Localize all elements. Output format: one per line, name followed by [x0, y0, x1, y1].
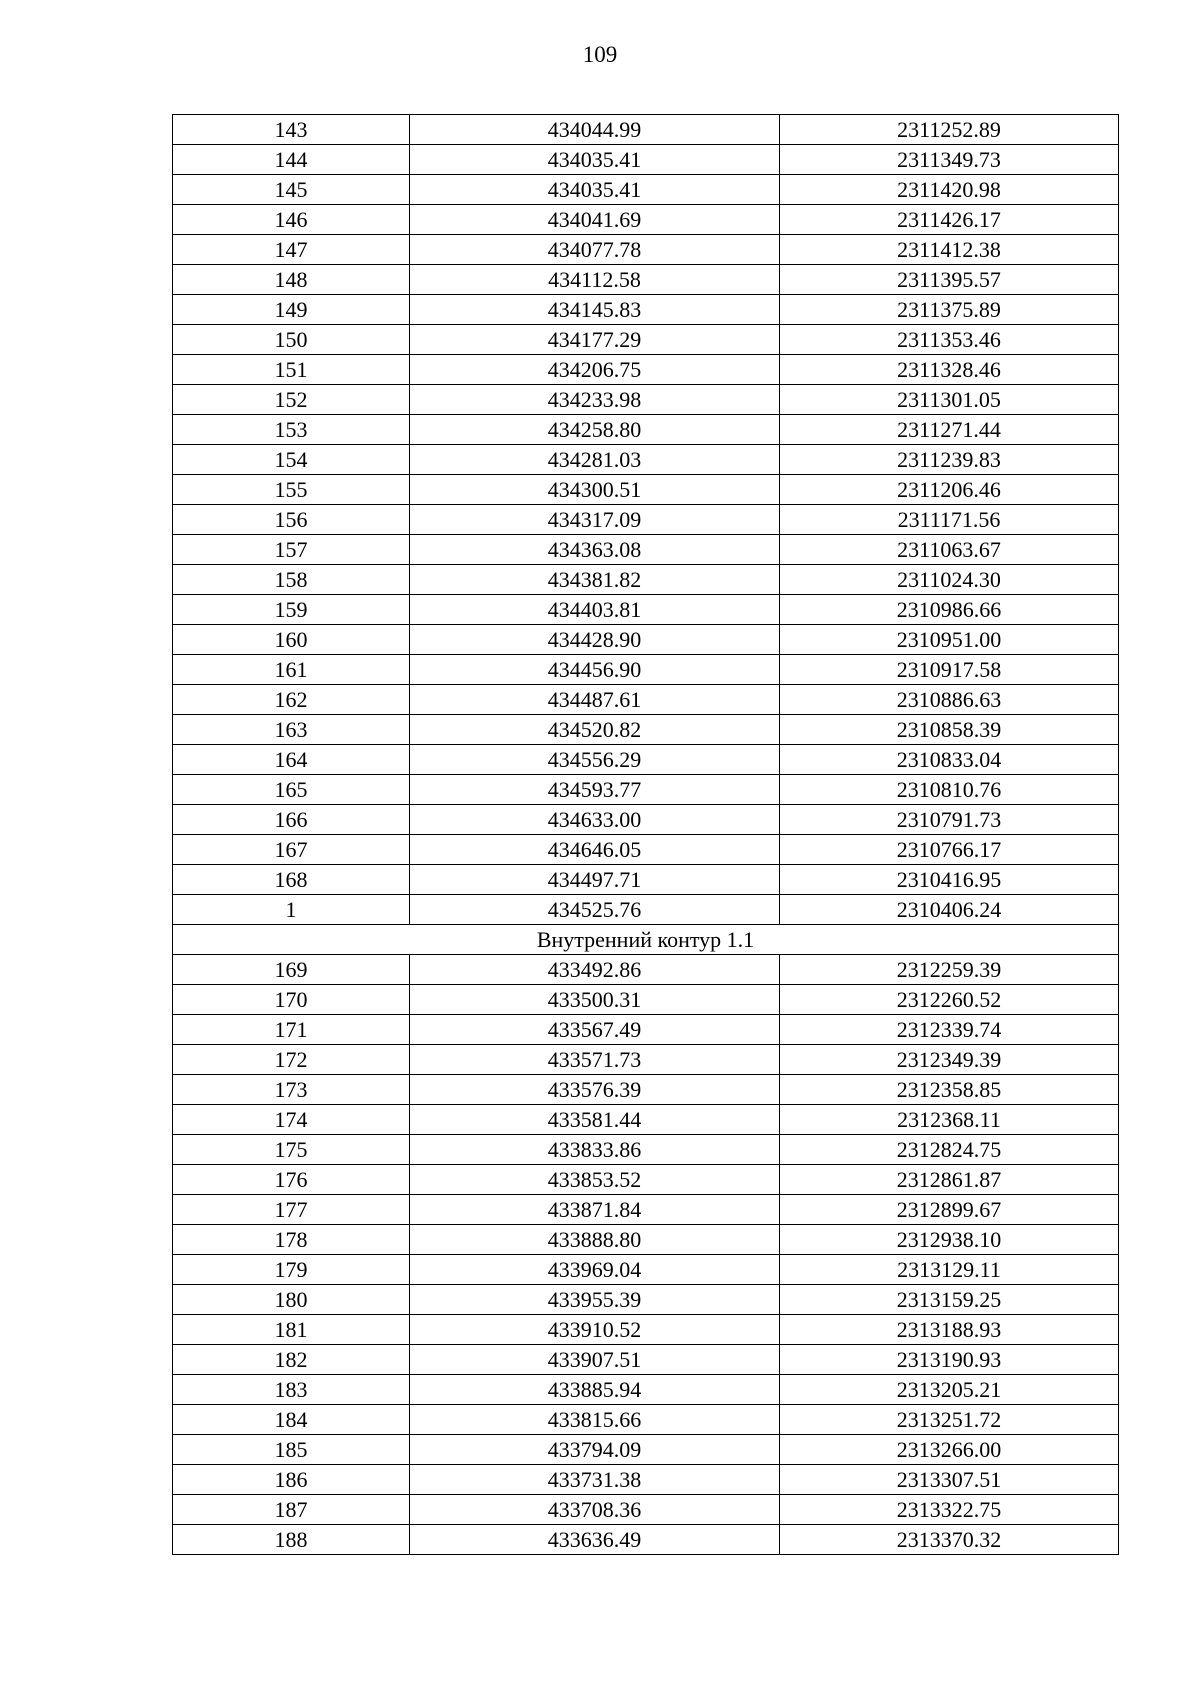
x-coordinate-cell: 433492.86 — [410, 955, 780, 985]
table-row — [173, 175, 1119, 205]
point-number-cell: 152 — [173, 385, 410, 415]
table-row — [173, 205, 1119, 235]
x-coordinate-cell: 433708.36 — [410, 1495, 780, 1525]
table-row — [173, 1255, 1119, 1285]
x-coordinate-cell: 434044.99 — [410, 115, 780, 145]
point-number-cell: 170 — [173, 985, 410, 1015]
x-coordinate-cell: 434633.00 — [410, 805, 780, 835]
y-coordinate-cell: 2310810.76 — [780, 775, 1119, 805]
point-number-cell: 155 — [173, 475, 410, 505]
x-coordinate-cell: 433885.94 — [410, 1375, 780, 1405]
x-coordinate-cell: 434035.41 — [410, 175, 780, 205]
y-coordinate-cell: 2311252.89 — [780, 115, 1119, 145]
point-number-cell: 164 — [173, 745, 410, 775]
table-row — [173, 1465, 1119, 1495]
y-coordinate-cell: 2313322.75 — [780, 1495, 1119, 1525]
x-coordinate-cell: 434381.82 — [410, 565, 780, 595]
y-coordinate-cell: 2313266.00 — [780, 1435, 1119, 1465]
table-row — [173, 235, 1119, 265]
y-coordinate-cell: 2312358.85 — [780, 1075, 1119, 1105]
table-row — [173, 1135, 1119, 1165]
y-coordinate-cell: 2311239.83 — [780, 445, 1119, 475]
y-coordinate-cell: 2312260.52 — [780, 985, 1119, 1015]
x-coordinate-cell: 434317.09 — [410, 505, 780, 535]
table-row — [173, 1315, 1119, 1345]
point-number-cell: 172 — [173, 1045, 410, 1075]
y-coordinate-cell: 2311412.38 — [780, 235, 1119, 265]
table-row — [173, 295, 1119, 325]
x-coordinate-cell: 434363.08 — [410, 535, 780, 565]
point-number-cell: 151 — [173, 355, 410, 385]
table-row — [173, 895, 1119, 925]
table-row — [173, 1105, 1119, 1135]
x-coordinate-cell: 433853.52 — [410, 1165, 780, 1195]
x-coordinate-cell: 434041.69 — [410, 205, 780, 235]
x-coordinate-cell: 434520.82 — [410, 715, 780, 745]
table-row — [173, 535, 1119, 565]
table-row — [173, 415, 1119, 445]
coordinates-table-body — [173, 115, 1119, 1555]
x-coordinate-cell: 434428.90 — [410, 625, 780, 655]
x-coordinate-cell: 433833.86 — [410, 1135, 780, 1165]
point-number-cell: 173 — [173, 1075, 410, 1105]
x-coordinate-cell: 434233.98 — [410, 385, 780, 415]
table-row — [173, 1345, 1119, 1375]
point-number-cell: 184 — [173, 1405, 410, 1435]
point-number-cell: 157 — [173, 535, 410, 565]
y-coordinate-cell: 2311301.05 — [780, 385, 1119, 415]
y-coordinate-cell: 2310766.17 — [780, 835, 1119, 865]
y-coordinate-cell: 2311420.98 — [780, 175, 1119, 205]
table-row — [173, 445, 1119, 475]
section-title: Внутренний контур 1.1 — [173, 925, 1119, 955]
point-number-cell: 146 — [173, 205, 410, 235]
point-number-cell: 161 — [173, 655, 410, 685]
table-row — [173, 655, 1119, 685]
x-coordinate-cell: 433581.44 — [410, 1105, 780, 1135]
y-coordinate-cell: 2311426.17 — [780, 205, 1119, 235]
y-coordinate-cell: 2313159.25 — [780, 1285, 1119, 1315]
x-coordinate-cell: 434300.51 — [410, 475, 780, 505]
y-coordinate-cell: 2311171.56 — [780, 505, 1119, 535]
point-number-cell: 153 — [173, 415, 410, 445]
y-coordinate-cell: 2312899.67 — [780, 1195, 1119, 1225]
table-row — [173, 475, 1119, 505]
point-number-cell: 178 — [173, 1225, 410, 1255]
point-number-cell: 163 — [173, 715, 410, 745]
x-coordinate-cell: 434556.29 — [410, 745, 780, 775]
point-number-cell: 144 — [173, 145, 410, 175]
table-row — [173, 325, 1119, 355]
x-coordinate-cell: 434487.61 — [410, 685, 780, 715]
y-coordinate-cell: 2310406.24 — [780, 895, 1119, 925]
table-row — [173, 955, 1119, 985]
x-coordinate-cell: 434281.03 — [410, 445, 780, 475]
y-coordinate-cell: 2312824.75 — [780, 1135, 1119, 1165]
x-coordinate-cell: 434206.75 — [410, 355, 780, 385]
x-coordinate-cell: 434525.76 — [410, 895, 780, 925]
x-coordinate-cell: 433969.04 — [410, 1255, 780, 1285]
table-row — [173, 385, 1119, 415]
table-row — [173, 745, 1119, 775]
x-coordinate-cell: 434177.29 — [410, 325, 780, 355]
table-row — [173, 1165, 1119, 1195]
x-coordinate-cell: 433815.66 — [410, 1405, 780, 1435]
x-coordinate-cell: 434593.77 — [410, 775, 780, 805]
table-row — [173, 835, 1119, 865]
y-coordinate-cell: 2312259.39 — [780, 955, 1119, 985]
table-row — [173, 1225, 1119, 1255]
table-row — [173, 1015, 1119, 1045]
x-coordinate-cell: 433571.73 — [410, 1045, 780, 1075]
point-number-cell: 188 — [173, 1525, 410, 1555]
x-coordinate-cell: 434456.90 — [410, 655, 780, 685]
table-row — [173, 565, 1119, 595]
y-coordinate-cell: 2311395.57 — [780, 265, 1119, 295]
y-coordinate-cell: 2312368.11 — [780, 1105, 1119, 1135]
table-row — [173, 355, 1119, 385]
y-coordinate-cell: 2311271.44 — [780, 415, 1119, 445]
table-row — [173, 625, 1119, 655]
y-coordinate-cell: 2310858.39 — [780, 715, 1119, 745]
point-number-cell: 143 — [173, 115, 410, 145]
point-number-cell: 177 — [173, 1195, 410, 1225]
y-coordinate-cell: 2310416.95 — [780, 865, 1119, 895]
section-row — [173, 925, 1119, 955]
x-coordinate-cell: 433567.49 — [410, 1015, 780, 1045]
x-coordinate-cell: 433910.52 — [410, 1315, 780, 1345]
y-coordinate-cell: 2310986.66 — [780, 595, 1119, 625]
point-number-cell: 171 — [173, 1015, 410, 1045]
point-number-cell: 1 — [173, 895, 410, 925]
table-row — [173, 1195, 1119, 1225]
table-row — [173, 1525, 1119, 1555]
y-coordinate-cell: 2311206.46 — [780, 475, 1119, 505]
x-coordinate-cell: 433907.51 — [410, 1345, 780, 1375]
y-coordinate-cell: 2311375.89 — [780, 295, 1119, 325]
x-coordinate-cell: 433794.09 — [410, 1435, 780, 1465]
table-row — [173, 985, 1119, 1015]
x-coordinate-cell: 434258.80 — [410, 415, 780, 445]
table-row — [173, 145, 1119, 175]
y-coordinate-cell: 2311328.46 — [780, 355, 1119, 385]
x-coordinate-cell: 434112.58 — [410, 265, 780, 295]
y-coordinate-cell: 2312349.39 — [780, 1045, 1119, 1075]
x-coordinate-cell: 433955.39 — [410, 1285, 780, 1315]
x-coordinate-cell: 433636.49 — [410, 1525, 780, 1555]
y-coordinate-cell: 2313129.11 — [780, 1255, 1119, 1285]
y-coordinate-cell: 2310886.63 — [780, 685, 1119, 715]
y-coordinate-cell: 2311063.67 — [780, 535, 1119, 565]
table-row — [173, 1495, 1119, 1525]
point-number-cell: 159 — [173, 595, 410, 625]
y-coordinate-cell: 2310951.00 — [780, 625, 1119, 655]
coordinates-table — [172, 114, 1119, 1555]
y-coordinate-cell: 2313370.32 — [780, 1525, 1119, 1555]
point-number-cell: 145 — [173, 175, 410, 205]
y-coordinate-cell: 2310917.58 — [780, 655, 1119, 685]
point-number-cell: 182 — [173, 1345, 410, 1375]
point-number-cell: 174 — [173, 1105, 410, 1135]
point-number-cell: 165 — [173, 775, 410, 805]
table-row — [173, 685, 1119, 715]
x-coordinate-cell: 434077.78 — [410, 235, 780, 265]
table-row — [173, 115, 1119, 145]
table-row — [173, 805, 1119, 835]
point-number-cell: 166 — [173, 805, 410, 835]
point-number-cell: 160 — [173, 625, 410, 655]
table-row — [173, 1435, 1119, 1465]
x-coordinate-cell: 434403.81 — [410, 595, 780, 625]
point-number-cell: 154 — [173, 445, 410, 475]
x-coordinate-cell: 433500.31 — [410, 985, 780, 1015]
table-row — [173, 1405, 1119, 1435]
point-number-cell: 158 — [173, 565, 410, 595]
y-coordinate-cell: 2313307.51 — [780, 1465, 1119, 1495]
point-number-cell: 148 — [173, 265, 410, 295]
table-row — [173, 775, 1119, 805]
table-row — [173, 265, 1119, 295]
table-row — [173, 595, 1119, 625]
y-coordinate-cell: 2311024.30 — [780, 565, 1119, 595]
y-coordinate-cell: 2312861.87 — [780, 1165, 1119, 1195]
x-coordinate-cell: 433871.84 — [410, 1195, 780, 1225]
x-coordinate-cell: 434145.83 — [410, 295, 780, 325]
point-number-cell: 183 — [173, 1375, 410, 1405]
point-number-cell: 168 — [173, 865, 410, 895]
page-number: 109 — [582, 42, 618, 67]
point-number-cell: 181 — [173, 1315, 410, 1345]
table-row — [173, 865, 1119, 895]
table-row — [173, 1285, 1119, 1315]
point-number-cell: 179 — [173, 1255, 410, 1285]
point-number-cell: 150 — [173, 325, 410, 355]
y-coordinate-cell: 2312938.10 — [780, 1225, 1119, 1255]
point-number-cell: 149 — [173, 295, 410, 325]
table-row — [173, 1375, 1119, 1405]
point-number-cell: 162 — [173, 685, 410, 715]
point-number-cell: 147 — [173, 235, 410, 265]
y-coordinate-cell: 2312339.74 — [780, 1015, 1119, 1045]
point-number-cell: 176 — [173, 1165, 410, 1195]
y-coordinate-cell: 2310833.04 — [780, 745, 1119, 775]
point-number-cell: 180 — [173, 1285, 410, 1315]
x-coordinate-cell: 433576.39 — [410, 1075, 780, 1105]
point-number-cell: 156 — [173, 505, 410, 535]
y-coordinate-cell: 2311353.46 — [780, 325, 1119, 355]
x-coordinate-cell: 434497.71 — [410, 865, 780, 895]
table-row — [173, 1045, 1119, 1075]
y-coordinate-cell: 2313251.72 — [780, 1405, 1119, 1435]
table-row — [173, 1075, 1119, 1105]
table-row — [173, 505, 1119, 535]
x-coordinate-cell: 433888.80 — [410, 1225, 780, 1255]
y-coordinate-cell: 2313188.93 — [780, 1315, 1119, 1345]
y-coordinate-cell: 2313205.21 — [780, 1375, 1119, 1405]
point-number-cell: 167 — [173, 835, 410, 865]
point-number-cell: 185 — [173, 1435, 410, 1465]
point-number-cell: 186 — [173, 1465, 410, 1495]
x-coordinate-cell: 434646.05 — [410, 835, 780, 865]
table-row — [173, 715, 1119, 745]
point-number-cell: 187 — [173, 1495, 410, 1525]
y-coordinate-cell: 2310791.73 — [780, 805, 1119, 835]
point-number-cell: 169 — [173, 955, 410, 985]
y-coordinate-cell: 2311349.73 — [780, 145, 1119, 175]
y-coordinate-cell: 2313190.93 — [780, 1345, 1119, 1375]
x-coordinate-cell: 434035.41 — [410, 145, 780, 175]
point-number-cell: 175 — [173, 1135, 410, 1165]
x-coordinate-cell: 433731.38 — [410, 1465, 780, 1495]
